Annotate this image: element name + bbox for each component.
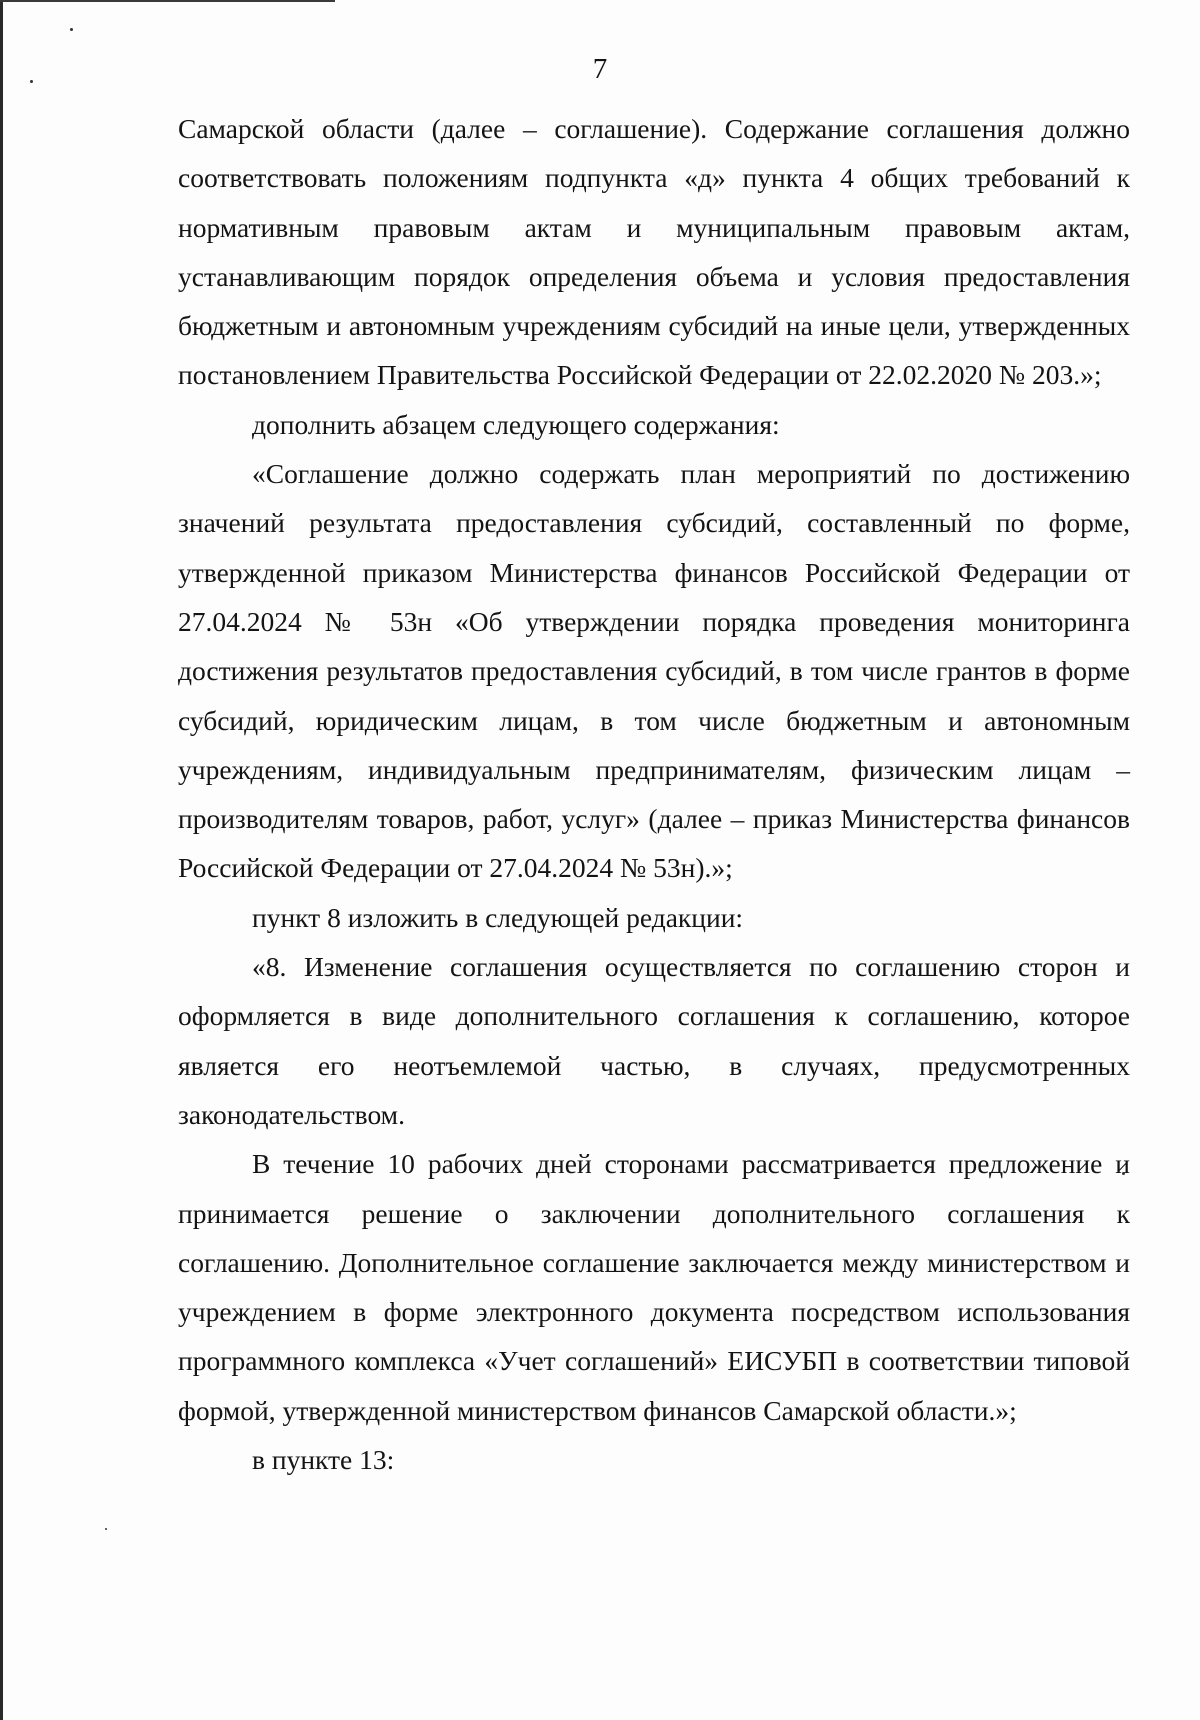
paragraph-point-8-text: «8. Изменение соглашения осуществляется по соглашению сторон и оформляется в виде дополнительного соглашения к соглашению, которое является его неотъемлемой частью, в случаях, предусмотренных законодательством. xyxy=(178,951,1130,1130)
paragraph-supplement-instruction: дополнить абзацем следующего содержания: xyxy=(252,408,780,440)
document-body xyxy=(178,104,1130,1484)
paragraph-point-13-instruction: в пункте 13: xyxy=(252,1444,395,1476)
paragraph-point-8-instruction: пункт 8 изложить в следующей редакции: xyxy=(252,901,744,933)
paragraph-additional-agreement: В течение 10 рабочих дней сторонами рассматривается предложение и принимается решение о заключении дополнительного соглашения к соглашению. Дополнительное соглашение заключается между министерством и учреждением в форме электронного документа посредством использования программного комплекса «Учет соглашений» ЕИСУБП в соответствии типовой формой, утвержденной министерством финансов Самарской области.»; xyxy=(178,1148,1130,1426)
scan-top-edge xyxy=(0,0,335,2)
scan-speck xyxy=(70,28,73,31)
paragraph-agreement-content: Самарской области (далее – соглашение). Содержание соглашения должно соответствовать положениям подпункта «д» пункта 4 общих требований к нормативным правовым актам и муниципальным правовым актам, устанавливающим порядок определения объема и условия предоставления бюджетным и автономным учреждениям субсидий на иные цели, утвержденных постановлением Правительства Российской Федерации от 22.02.2020 № 203.»; xyxy=(178,113,1130,391)
page-number: 7 xyxy=(592,53,608,85)
scan-left-edge xyxy=(0,0,3,1720)
scan-speck xyxy=(105,1528,107,1530)
paragraph-action-plan: «Соглашение должно содержать план мероприятий по достижению значений результата предоставления субсидий, составленный по форме, утвержденной приказом Министерства финансов Российской Федерации от 27.04.2024 № 53н «Об утверждении порядка проведения мониторинга достижения результатов предоставления субсидий, в том числе грантов в форме субсидий, юридическим лицам, в том числе бюджетным и автономным учреждениям, индивидуальным предпринимателям, физическим лицам – производителям товаров, работ, услуг» (далее – приказ Министерства финансов Российской Федерации от 27.04.2024 № 53н).»; xyxy=(178,458,1130,884)
